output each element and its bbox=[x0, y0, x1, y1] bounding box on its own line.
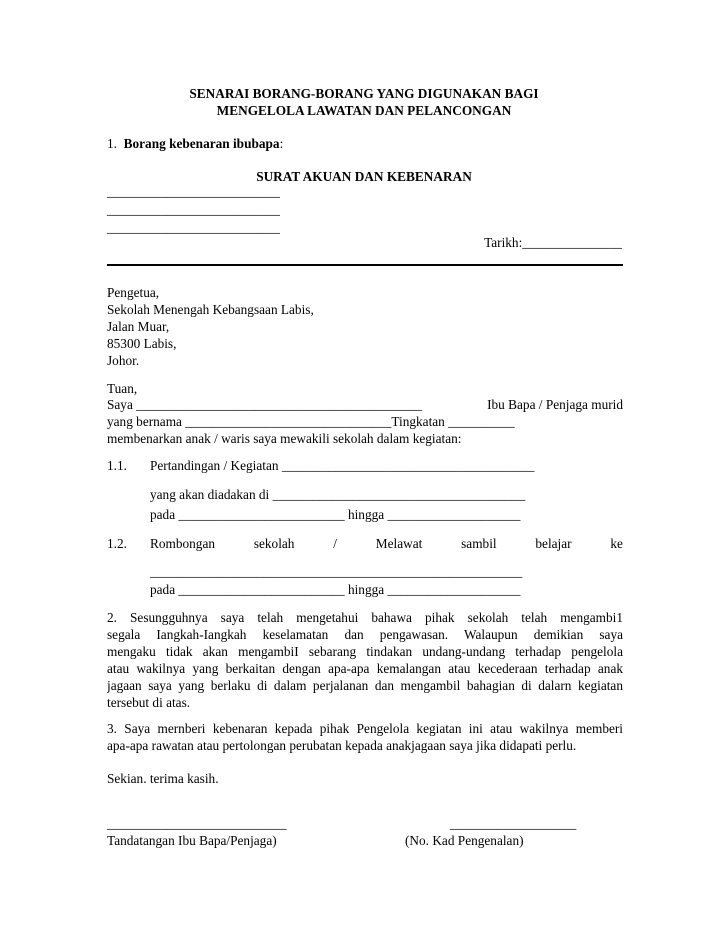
signature-label-left: Tandatangan Ibu Bapa/Penjaga) bbox=[107, 833, 277, 848]
recipient-line-5: Johor. bbox=[107, 353, 140, 368]
intro-line-1-left: Saya ___________________________________________ bbox=[107, 397, 423, 412]
salutation: Tuan, bbox=[107, 381, 138, 396]
sender-line-1: __________________________ bbox=[107, 184, 280, 199]
item-1-2-word: / bbox=[333, 536, 337, 551]
paragraph-3 bbox=[107, 720, 623, 754]
signature-line-left: ___________________________ bbox=[107, 816, 287, 831]
paragraph-2-line: jagaan saya yang berlaku di dalam perjalanan dan mengambil bahagian di dalarn kegiatan bbox=[107, 678, 623, 693]
section-1-number: 1. bbox=[107, 136, 117, 151]
intro-line-2: yang bernama _______________________________Tingkatan __________ bbox=[107, 414, 515, 429]
intro-line-3: membenarkan anak / waris saya mewakili sekolah dalam kegiatan: bbox=[107, 431, 462, 446]
item-1-2-word: Melawat bbox=[375, 536, 423, 551]
paragraph-2-line: 2. Sesungguhnya saya telah mengetahui bahawa pihak sekolah telah mengambi1 bbox=[107, 610, 623, 625]
paragraph-3-line: 3. Saya mernberi kebenaran kepada pihak Pengelola kegiatan ini atau wakilnya memberi bbox=[107, 721, 623, 736]
item-1-1-line-2: yang akan diadakan di ______________________________________ bbox=[150, 487, 526, 502]
letter-heading: SURAT AKUAN DAN KEBENARAN bbox=[256, 169, 472, 184]
recipient-line-1: Pengetua, bbox=[107, 285, 160, 300]
paragraph-2-line: mengaku tidak akan mengambiI sebarang tindakan undang-undang terhadap pengelola bbox=[107, 644, 623, 659]
intro-line-1-right: Ibu Bapa / Penjaga murid bbox=[487, 397, 623, 412]
item-1-2-word: sekolah bbox=[253, 536, 295, 551]
item-1-1-line-1: Pertandingan / Kegiatan ______________________________________ bbox=[150, 458, 535, 473]
item-1-2-word: belajar bbox=[535, 536, 572, 551]
paragraph-2-line: tersebut di atas. bbox=[107, 695, 191, 710]
signature-line-right: ___________________ bbox=[450, 816, 577, 831]
paragraph-3-line: apa-apa rawatan atau pertolongan perubatan kepada anakjagaan saya jika didapati perlu. bbox=[107, 738, 577, 753]
item-1-2-word: sambil bbox=[461, 536, 497, 551]
sender-line-2: __________________________ bbox=[107, 202, 280, 217]
item-1-2-word: Rombongan bbox=[150, 536, 216, 551]
item-1-2-number: 1.2. bbox=[107, 536, 127, 551]
date-field: Tarikh:_______________ bbox=[484, 235, 622, 250]
closing: Sekian. terima kasih. bbox=[107, 771, 219, 786]
item-1-2-line-1 bbox=[150, 535, 623, 552]
signature-label-right: (No. Kad Pengenalan) bbox=[405, 833, 524, 848]
section-1-heading bbox=[107, 135, 283, 152]
recipient-line-4: 85300 Labis, bbox=[107, 336, 177, 351]
paragraph-2-line: atau wakilnya yang berkaitan dengan apa-apa kemalangan atau kecederaan terhadap anak bbox=[107, 661, 623, 676]
divider-rule bbox=[107, 264, 623, 266]
document-title-line1: SENARAI BORANG-BORANG YANG DIGUNAKAN BAGI bbox=[189, 86, 539, 101]
item-1-1-number: 1.1. bbox=[107, 458, 127, 473]
section-1-label: Borang kebenaran ibubapa bbox=[123, 136, 280, 151]
item-1-2-line-2: ________________________________________________________ bbox=[150, 564, 523, 579]
item-1-2-line-3: pada _________________________ hingga ____________________ bbox=[150, 582, 521, 597]
recipient-line-2: Sekolah Menengah Kebangsaan Labis, bbox=[107, 302, 314, 317]
document-title-line2: MENGELOLA LAWATAN DAN PELANCONGAN bbox=[216, 103, 512, 118]
recipient-line-3: Jalan Muar, bbox=[107, 319, 170, 334]
item-1-1-line-3: pada _________________________ hingga ____________________ bbox=[150, 507, 521, 522]
paragraph-2 bbox=[107, 609, 623, 711]
item-1-2-word: ke bbox=[610, 536, 623, 551]
paragraph-2-line: segala Iangkah-Iangkah keselamatan dan pengawasan. Walaupun demikian saya bbox=[107, 627, 623, 642]
sender-line-3: __________________________ bbox=[107, 220, 280, 235]
section-1-colon: : bbox=[279, 136, 284, 151]
